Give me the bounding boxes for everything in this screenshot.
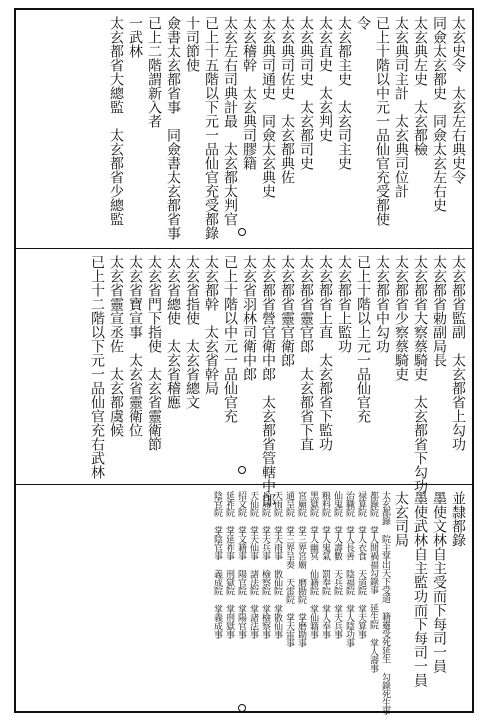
text-column: 一武林: [127, 16, 143, 58]
text-column: 太玄都幹 太玄省幹局: [203, 255, 219, 395]
middle-section: [16, 248, 472, 507]
circle-marker: [238, 466, 246, 474]
text-column: 延祚院 掌延祚事 刑獄院 掌刑獄事: [224, 491, 234, 639]
text-column: 太玄都省勅副局長: [431, 255, 447, 367]
text-column: 同僉太玄都史 同僉太玄左右史: [431, 16, 447, 212]
text-column: 太玄司局: [393, 491, 409, 547]
text-column: 已上十階以上元一品仙官充: [355, 255, 371, 423]
document-page: [14, 8, 474, 713]
text-column: 太玄直史 太玄判史: [317, 16, 333, 142]
text-column: 陰官院 掌陰官事 義成院 掌義成事: [212, 491, 222, 639]
text-column: 太玄典左史 太玄都檢: [412, 16, 428, 156]
text-column: 太玄省靈宣丞佐 太玄都虞候: [108, 255, 124, 437]
middle-columns: [22, 255, 466, 507]
text-column: 僉書太玄都省事 同僉書太玄都省事: [165, 16, 181, 240]
text-column: 太玄省總使 太玄省稽應: [165, 255, 181, 409]
text-column: 太玄都省大總監 太玄都省少總監: [108, 16, 124, 226]
text-column: 都錄院 掌人間禍福勾錄事 延生院 掌人壽事: [368, 491, 378, 673]
text-column: 太玄典司史 太玄都司史: [298, 16, 314, 170]
text-column: 墨使文林自主受而下每司一員: [431, 491, 447, 673]
text-column: 已上十階以中元一品仙官充: [222, 255, 238, 423]
text-column: 太玄都省靈官郎 太玄都省下直: [298, 255, 314, 451]
text-column: 太玄都錄 院主掌出天下受道 籍靈受死延生 勾錄死生事: [380, 491, 390, 715]
text-column: 太玄省門下指使 太玄省靈衛節: [146, 255, 162, 451]
text-column: 令: [355, 16, 371, 30]
text-column: 通呈院 掌三界呈奏 天雷院 掌天雷事: [284, 491, 294, 647]
text-column: 太玄都省營官衛中郎 太玄都省管轄中郎: [260, 255, 276, 507]
text-column: 太玄都省中勾功: [374, 255, 390, 353]
text-column: 太玄典司主計 太玄典司位計: [393, 16, 409, 198]
text-column: 宮廟院 掌三界宮廟 磨勘院 掌磨勘事: [296, 491, 306, 647]
text-column: 太玄都主史 太玄司主史: [336, 16, 352, 170]
upper-columns: [22, 16, 466, 242]
circle-marker: [238, 228, 246, 236]
text-column: 太玄左右司典計最 太玄都太判官: [222, 16, 238, 226]
text-column: 十司節使: [184, 16, 200, 72]
text-column: 太玄都省上監功: [336, 255, 352, 353]
text-column: 已上十二階以下元一品仙官充右武林: [89, 255, 105, 479]
text-column: 太玄都省靈官衛郎: [279, 255, 295, 367]
text-column: 太玄省羽林司衛中郎: [241, 255, 257, 381]
upper-section: [16, 10, 472, 248]
text-column: 太玄稽幹 太玄典司膠籍: [241, 16, 257, 170]
text-column: 太玄都省上直 太玄都省下監功: [317, 255, 333, 451]
text-column: 已上十階以中元一品仙官充受都使: [374, 16, 390, 226]
text-column: 太玄典司佐史 太玄都典佐: [279, 16, 295, 184]
text-column: 太玄都省大察蔡騎吏 太玄都省下勾功: [412, 255, 428, 493]
text-column: 仙鬼院 掌人壽數 天兵院 掌天兵事: [332, 491, 342, 639]
lower-section: [16, 484, 472, 715]
text-column: 太玄省指使 太玄省總文: [184, 255, 200, 409]
text-column: 天雨院 掌天雨事 散仙院 掌散仙事: [272, 491, 282, 639]
text-column: 治職院 掌人長善 陰福院 掌人陰功事: [344, 491, 354, 647]
text-column: 招文院 掌文籍事 陽官院 掌陽官事: [236, 491, 246, 639]
text-column: 天仙院 掌天仙事 諸法院 掌諸法事: [248, 491, 258, 639]
text-column: 太玄典司通史 同僉太玄典史: [260, 16, 276, 198]
text-column: 太玄都省監副 太玄都省上勾功: [450, 255, 466, 451]
text-column: 太玄省寶宣事 太玄省靈衛位: [127, 255, 143, 437]
text-column: 並隸都錄: [450, 491, 466, 547]
text-column: 黑獄院 掌人幽冥 仙籍院 掌仙籍事: [308, 491, 318, 639]
text-column: 墨使武林自主監功而下每司一員: [412, 491, 428, 687]
text-column: 太玄史令 太玄左右典史令: [450, 16, 466, 184]
text-column: 已上二階謂新入者: [146, 16, 162, 128]
text-column: 粮料院 掌人鬼氣 罰奉院 掌人奉事: [320, 491, 330, 639]
text-column: 太玄都省少察蔡騎吏: [393, 255, 409, 381]
text-column: 禄算院 掌人衣食 天道院 掌天算事: [356, 491, 366, 639]
text-column: 兵局院 掌天兵事 檢察院 掌檢察事: [260, 491, 270, 639]
text-column: 已上十五階以下元一品仙官充受都錄: [203, 16, 219, 240]
lower-columns: [22, 491, 466, 715]
circle-marker: [238, 704, 246, 712]
